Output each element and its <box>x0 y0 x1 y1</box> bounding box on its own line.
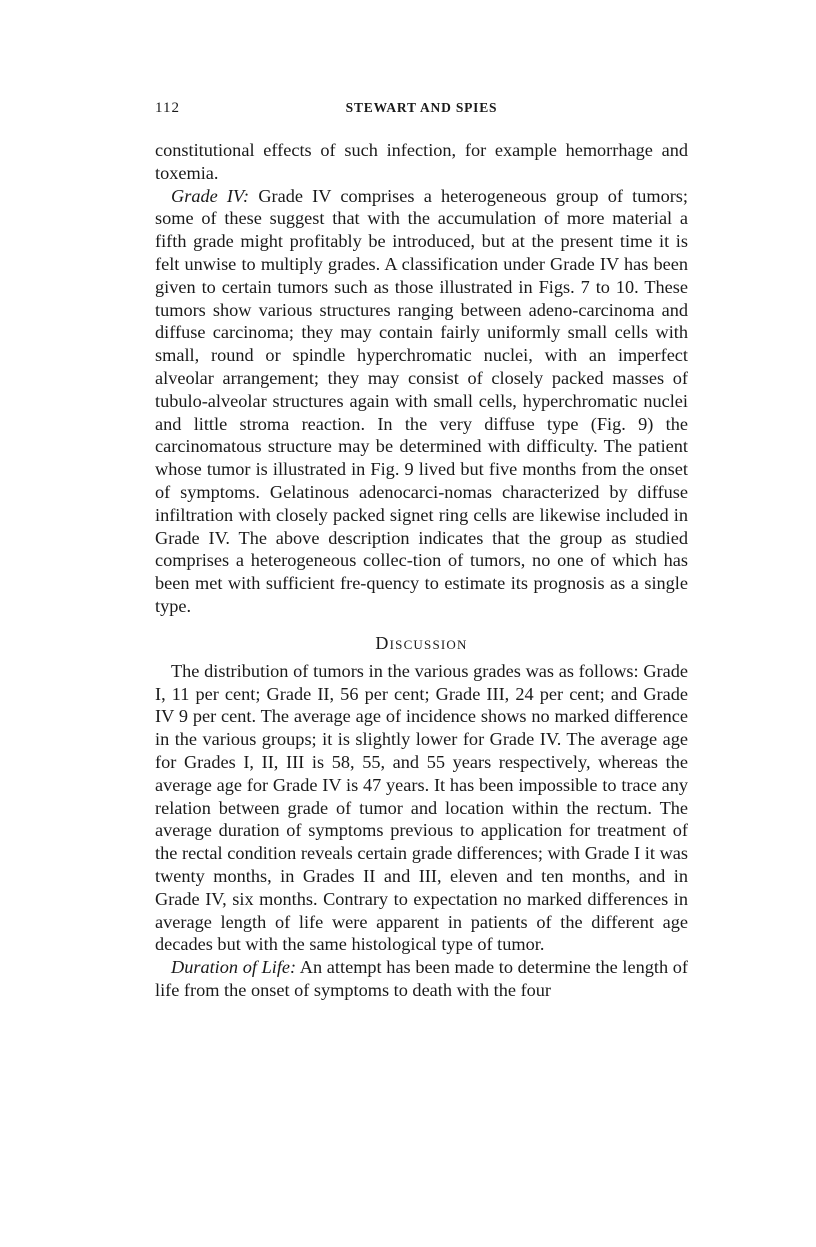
page <box>155 100 688 1002</box>
running-title: STEWART AND SPIES <box>345 100 498 115</box>
body-text <box>155 139 688 1002</box>
section-heading-discussion: Discussion <box>375 632 468 653</box>
page-number: 112 <box>155 100 180 116</box>
paragraph-grade-iv <box>155 185 688 618</box>
running-head <box>155 100 688 122</box>
paragraph-duration-of-life-text: An attempt has been made to determine the length of life from the onset of symptoms to death with the four <box>155 957 688 1000</box>
run-in-heading-grade-iv: Grade IV: <box>171 185 250 206</box>
paragraph-grade-iv-text: Grade IV comprises a heterogeneous group of tumors; some of these suggest that with the accumulation of more material a fifth grade might profitably be introduced, but at the present time it is felt unwise to multiply grades. A classification under Grade IV has been given to certain tumors such as those illustrated in Figs. 7 to 10. These tumors show various structures ranging between adeno-carcinoma and diffuse carcinoma; they may contain fairly uniformly small cells with small, round or spindle hyperchromatic nuclei, with an imperfect alveolar arrangement; they may consist of closely packed masses of tubulo-alveolar structures again with small cells, hyperchromatic nuclei and little stroma reaction. In the very diffuse type (Fig. 9) the carcinomatous structure may be determined with difficulty. The patient whose tumor is illustrated in Fig. 9 lived but five months from the onset of symptoms. Gelatinous adenocarci-nomas characterized by diffuse infiltration with closely packed signet ring cells are likewise included in Grade IV. The above description indicates that the group as studied comprises a heterogeneous collec-tion of tumors, no one of which has been met with sufficient fre-quency to estimate its prognosis as a single type. <box>155 185 689 616</box>
paragraph-continuation: constitutional effects of such infection, for example hemorrhage and toxemia. <box>155 140 688 183</box>
paragraph-duration-of-life <box>155 956 688 1002</box>
run-in-heading-duration-of-life: Duration of Life: <box>171 957 297 978</box>
paragraph-discussion: The distribution of tumors in the various grades was as follows: Grade I, 11 per cent; Grade II, 56 per cent; Grade III, 24 per cent; and Grade IV 9 per cent. The average age of incidence shows no marked difference in the various groups; it is slightly lower for Grade IV. The average age for Grades I, II, III is 58, 55, and 55 years respectively, whereas the average age for Grade IV is 47 years. It has been impossible to trace any relation between grade of tumor and location within the rectum. The average duration of symptoms previous to application for treatment of the rectal condition reveals certain grade differences; with Grade I it was twenty months, in Grades II and III, eleven and ten months, and in Grade IV, six months. Contrary to expectation no marked differences in average length of life were apparent in patients of the different age decades but with the same histological type of tumor. <box>155 660 688 955</box>
